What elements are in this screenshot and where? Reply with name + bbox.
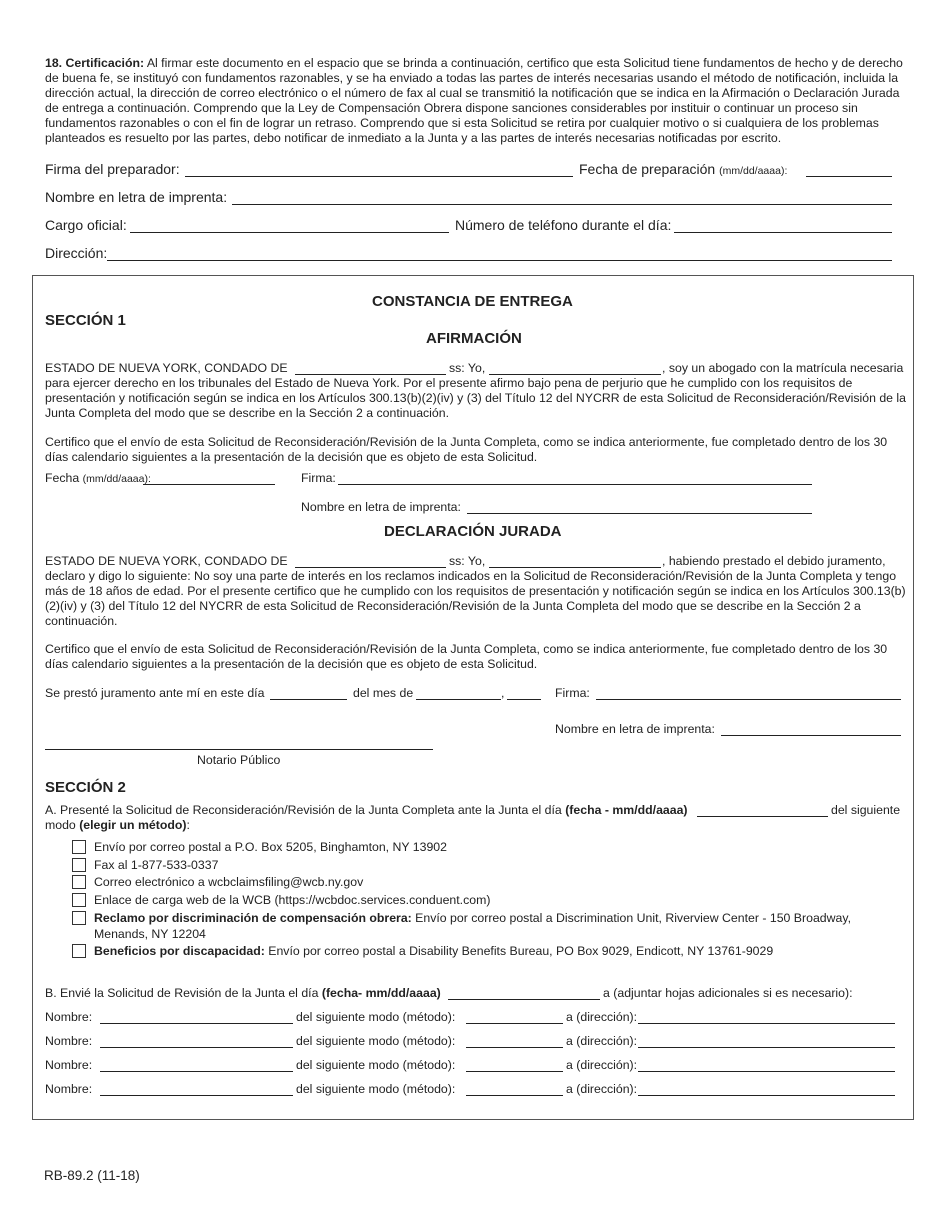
aff-date-label	[45, 471, 151, 485]
option-discrimination-bold: Reclamo por discriminación de compensación obrera:	[94, 911, 412, 925]
option-disability-bold: Beneficios por discapacidad:	[94, 944, 265, 958]
dec-sworn-text: , habiendo prestado el debido juramento,	[662, 554, 886, 568]
row-1-method-field[interactable]	[466, 1023, 563, 1024]
option-fax-checkbox[interactable]	[72, 858, 86, 872]
sworn-day-label: Se prestó juramento ante mí en este día	[45, 686, 265, 700]
dec-signature-label: Firma:	[555, 686, 590, 700]
part-a-text-2: del siguiente	[831, 803, 901, 817]
option-mail-checkbox[interactable]	[72, 840, 86, 854]
affirmation-body: para ejercer derecho en los tribunales del Estado de Nueva York. Por el presente afirmo bajo pena de perjurio que he cumplido con los requisitos de presentación y notificación según se indica en los Artículos 300.13(b)(2)(iv) y (3) del Título 12 del NYCRR de esta Solicitud de Reconsideración/Revisión de la Junta Completa del modo que se describe en la Sección 2 a continuación.	[45, 376, 907, 420]
preparer-print-name-field[interactable]	[232, 204, 892, 205]
section1-label: SECCIÓN 1	[45, 312, 126, 329]
row-4-address-label: a (dirección):	[566, 1082, 638, 1096]
sworn-year-field[interactable]	[507, 699, 541, 700]
daytime-phone-field[interactable]	[674, 232, 892, 233]
row-3-method-field[interactable]	[466, 1071, 563, 1072]
part-a-text-3: modo	[45, 818, 80, 832]
option-fax-text: Fax al 1-877-533-0337	[94, 858, 219, 872]
part-b-date-field[interactable]	[448, 999, 600, 1000]
row-1-name-field[interactable]	[100, 1023, 293, 1024]
option-email-text: Correo electrónico a wcbclaimsfiling@wcb.ny.gov	[94, 875, 364, 889]
row-2-method-label: del siguiente modo (método):	[296, 1034, 456, 1048]
option-mail-label	[94, 839, 874, 855]
preparation-date-field[interactable]	[806, 176, 892, 177]
address-field[interactable]	[107, 260, 892, 261]
sworn-month-field[interactable]	[416, 699, 501, 700]
declaration-body: declaro y digo lo siguiente: No soy una parte de interés en los reclamos indicados en la Solicitud de Reconsideración/Revisión de la Junta Completa y tengo más de 18 años de edad. Por el presente certifico que he cumplido con los requisitos de presentación y notificación según se indica en los Artículos 300.13(b)(2)(iv) y (3) del Título 12 del NYCRR de esta Solicitud de Reconsideración/Revisión de la Junta Completa del modo que se describe en la Sección 2 a continuación.	[45, 569, 906, 628]
certification-paragraph	[45, 56, 907, 146]
sworn-comma: ,	[501, 686, 505, 700]
certification-label: 18. Certificación:	[45, 56, 145, 70]
part-a-date-format: (fecha - mm/dd/aaaa)	[565, 803, 688, 817]
option-email-checkbox[interactable]	[72, 875, 86, 889]
preparation-date-label-text: Fecha de preparación	[579, 161, 716, 177]
row-1-address-field[interactable]	[638, 1023, 895, 1024]
row-4-name-field[interactable]	[100, 1095, 293, 1096]
row-3-name-label: Nombre:	[45, 1058, 93, 1072]
option-web-upload-label	[94, 892, 874, 908]
option-web-upload-text: Enlace de carga web de la WCB (https://wcbdoc.services.conduent.com)	[94, 893, 491, 907]
part-b-date-format: (fecha- mm/dd/aaaa)	[321, 986, 441, 1000]
daytime-phone-label: Número de teléfono durante el día:	[455, 217, 672, 233]
preparation-date-format: (mm/dd/aaaa):	[719, 165, 788, 177]
row-4-method-field[interactable]	[466, 1095, 563, 1096]
row-1-method-label: del siguiente modo (método):	[296, 1010, 456, 1024]
preparation-date-label	[579, 161, 787, 177]
row-2-address-label: a (dirección):	[566, 1034, 638, 1048]
dec-print-name-label: Nombre en letra de imprenta:	[555, 722, 715, 736]
row-4-method-label: del siguiente modo (método):	[296, 1082, 456, 1096]
part-a-line1	[45, 803, 688, 817]
preparer-signature-label: Firma del preparador:	[45, 161, 180, 177]
row-4-name-label: Nombre:	[45, 1082, 93, 1096]
option-fax-label	[94, 857, 874, 873]
part-b-text-1: B. Envié la Solicitud de Revisión de la Junta el día	[45, 986, 322, 1000]
part-b-text-2: a (adjuntar hojas adicionales si es necesario):	[603, 986, 853, 1000]
option-discrimination-text: Envío por correo postal a Discrimination Unit, Riverview Center - 150 Broadway, Menands, NY 12204	[94, 911, 851, 941]
aff-signature-field[interactable]	[338, 484, 812, 485]
row-2-name-field[interactable]	[100, 1047, 293, 1048]
dec-ss-label: ss: Yo,	[449, 554, 486, 568]
row-4-address-field[interactable]	[638, 1095, 895, 1096]
row-3-address-label: a (dirección):	[566, 1058, 638, 1072]
aff-print-name-field[interactable]	[467, 513, 812, 514]
aff-signature-label: Firma:	[301, 471, 336, 485]
official-title-label: Cargo oficial:	[45, 217, 127, 233]
row-3-name-field[interactable]	[100, 1071, 293, 1072]
option-discrimination-checkbox[interactable]	[72, 911, 86, 925]
aff-date-field[interactable]	[143, 484, 275, 485]
aff-date-format: (mm/dd/aaaa):	[82, 473, 151, 485]
dec-name-field[interactable]	[489, 567, 661, 568]
option-disability-text: Envío por correo postal a Disability Benefits Bureau, PO Box 9029, Endicott, NY 13761-9029	[264, 944, 774, 958]
aff-county-label: ESTADO DE NUEVA YORK, CONDADO DE	[45, 361, 288, 375]
row-3-address-field[interactable]	[638, 1071, 895, 1072]
dec-county-label: ESTADO DE NUEVA YORK, CONDADO DE	[45, 554, 288, 568]
declaration-title: DECLARACIÓN JURADA	[384, 523, 562, 540]
dec-signature-field[interactable]	[596, 699, 901, 700]
dec-county-field[interactable]	[295, 567, 446, 568]
part-b-line	[45, 986, 441, 1000]
declaration-certify: Certifico que el envío de esta Solicitud de Reconsideración/Revisión de la Junta Completa, como se indica anteriormente, fue completado dentro de los 30 días calendario siguientes a la presentación de la decisión que es objeto de esta Solicitud.	[45, 642, 888, 671]
option-disability-label	[94, 943, 894, 959]
aff-name-field[interactable]	[489, 374, 661, 375]
sworn-month-label: del mes de	[353, 686, 414, 700]
option-discrimination-label	[94, 910, 884, 942]
aff-county-field[interactable]	[295, 374, 446, 375]
certification-text: Al firmar este documento en el espacio que se brinda a continuación, certifico que esta Solicitud tiene fundamentos de hecho y de derecho de buena fe, se instituyó con fundamentos razonables, y se ha enviado a todas las partes de interés necesarias usando el método de notificación, incluida la dirección actual, la dirección de correo electrónico o el número de fax al cual se transmitió la notificación que se indica en la Afirmación o Declaración Jurada de entrega a continuación. Comprendo que la Ley de Compensación Obrera dispone sanciones considerables por instituir o continuar un proceso sin fundamentos razonables o con el fin de lograr un retraso. Comprendo que si esta Solicitud se retira por cualquier motivo o si cualquiera de los problemas planteados es resuelto por las partes, debo notificar de inmediato a la Junta y a las partes de interés necesarias notificadas por escrito.	[45, 56, 903, 145]
proof-of-service-title: CONSTANCIA DE ENTREGA	[372, 293, 573, 310]
option-email-label	[94, 874, 874, 890]
part-a-date-field[interactable]	[697, 816, 828, 817]
row-1-name-label: Nombre:	[45, 1010, 93, 1024]
part-a-colon: :	[186, 818, 190, 832]
dec-print-name-field[interactable]	[721, 735, 901, 736]
row-1-address-label: a (dirección):	[566, 1010, 638, 1024]
part-a-choose-method: (elegir un método)	[79, 818, 187, 832]
preparer-signature-field[interactable]	[185, 176, 573, 177]
sworn-day-field[interactable]	[270, 699, 347, 700]
row-2-name-label: Nombre:	[45, 1034, 93, 1048]
official-title-field[interactable]	[130, 232, 449, 233]
part-a-text-1: A. Presenté la Solicitud de Reconsideración/Revisión de la Junta Completa ante la Junta el día	[45, 803, 566, 817]
affirmation-certify: Certifico que el envío de esta Solicitud de Reconsideración/Revisión de la Junta Completa, como se indica anteriormente, fue completado dentro de los 30 días calendario siguientes a la presentación de la decisión que es objeto de esta Solicitud.	[45, 435, 888, 464]
part-a-line2	[45, 818, 190, 832]
row-2-method-field[interactable]	[466, 1047, 563, 1048]
aff-date-label-text: Fecha	[45, 471, 80, 485]
row-2-address-field[interactable]	[638, 1047, 895, 1048]
notary-signature-field[interactable]	[45, 749, 433, 750]
affirmation-title: AFIRMACIÓN	[426, 330, 522, 347]
aff-print-name-label: Nombre en letra de imprenta:	[301, 500, 461, 514]
option-web-upload-checkbox[interactable]	[72, 893, 86, 907]
row-3-method-label: del siguiente modo (método):	[296, 1058, 456, 1072]
section2-label: SECCIÓN 2	[45, 779, 126, 796]
preparer-print-name-label: Nombre en letra de imprenta:	[45, 189, 228, 205]
address-label: Dirección:	[45, 245, 108, 261]
form-code: RB-89.2 (11-18)	[44, 1168, 140, 1183]
aff-attorney-text: , soy un abogado con la matrícula necesaria	[662, 361, 904, 375]
notary-label: Notario Público	[197, 753, 281, 767]
option-disability-checkbox[interactable]	[72, 944, 86, 958]
aff-ss-label: ss: Yo,	[449, 361, 486, 375]
option-mail-text: Envío por correo postal a P.O. Box 5205, Binghamton, NY 13902	[94, 840, 447, 854]
